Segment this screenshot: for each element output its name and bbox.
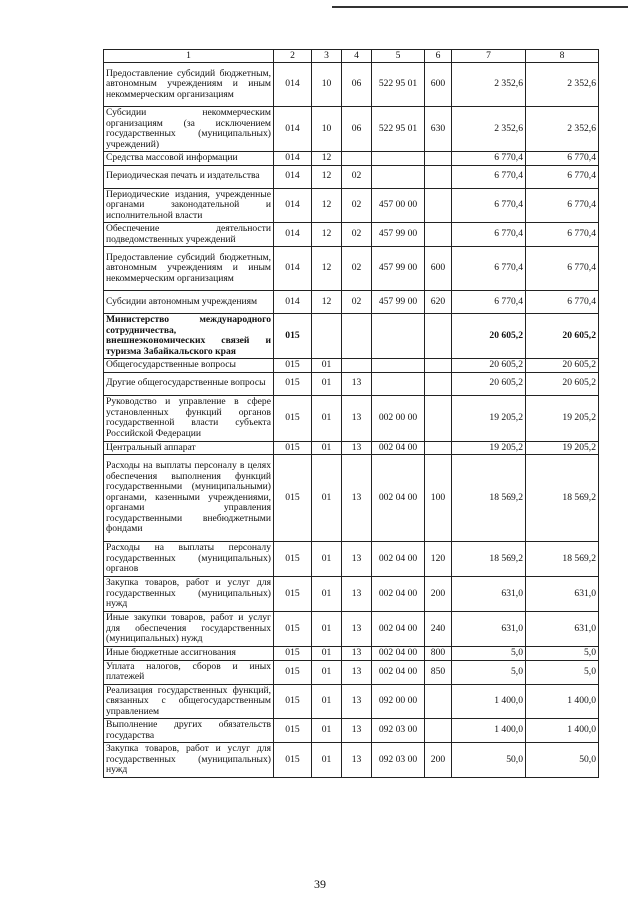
- row-c4-cell: [342, 314, 372, 359]
- row-c4-cell: 13: [342, 660, 372, 684]
- column-header: 4: [342, 50, 372, 63]
- row-c6-cell: [425, 152, 452, 166]
- budget-table: [103, 49, 599, 778]
- row-c2-cell: 015: [274, 372, 312, 395]
- table-row: [104, 612, 599, 647]
- row-c8-cell: 18 569,2: [526, 542, 599, 577]
- row-c6-cell: 100: [425, 455, 452, 542]
- row-c4-cell: [342, 152, 372, 166]
- row-c2-cell: 014: [274, 152, 312, 166]
- row-c4-cell: 13: [342, 743, 372, 778]
- column-header: 5: [372, 50, 425, 63]
- row-c8-cell: 6 770,4: [526, 247, 599, 291]
- table-row: [104, 247, 599, 291]
- table-row: [104, 107, 599, 152]
- row-c2-cell: 015: [274, 612, 312, 647]
- table-row: [104, 719, 599, 743]
- table-row: [104, 63, 599, 107]
- column-header: 6: [425, 50, 452, 63]
- row-c6-cell: 200: [425, 577, 452, 612]
- table-row: [104, 223, 599, 247]
- row-c8-cell: 18 569,2: [526, 455, 599, 542]
- row-c5-cell: [372, 372, 425, 395]
- row-c7-cell: 19 205,2: [452, 441, 526, 455]
- header-rule: [332, 6, 628, 8]
- table-row: [104, 542, 599, 577]
- table-row: [104, 359, 599, 373]
- row-name-cell: Предоставление субсидий бюджетным, автономным учреждениям и иным некоммерческим организациям: [104, 247, 274, 291]
- row-c5-cell: 457 99 00: [372, 223, 425, 247]
- table-row: [104, 395, 599, 441]
- row-c6-cell: 600: [425, 247, 452, 291]
- row-c2-cell: 015: [274, 441, 312, 455]
- row-c5-cell: [372, 152, 425, 166]
- row-c5-cell: 092 03 00: [372, 743, 425, 778]
- row-c3-cell: 01: [312, 455, 342, 542]
- row-c4-cell: 13: [342, 684, 372, 719]
- row-name-cell: Обеспечение деятельности подведомственных учреждений: [104, 223, 274, 247]
- row-c3-cell: 01: [312, 359, 342, 373]
- row-name-cell: Министерство международного сотрудничества, внешнеэкономических связей и туризма Забайкальского края: [104, 314, 274, 359]
- column-header: 8: [526, 50, 599, 63]
- row-c8-cell: 2 352,6: [526, 107, 599, 152]
- row-c4-cell: 13: [342, 647, 372, 661]
- row-c7-cell: 5,0: [452, 660, 526, 684]
- row-c5-cell: 092 03 00: [372, 719, 425, 743]
- row-c5-cell: 002 04 00: [372, 660, 425, 684]
- table-row: [104, 455, 599, 542]
- row-c4-cell: 02: [342, 165, 372, 188]
- row-c6-cell: [425, 359, 452, 373]
- row-c2-cell: 014: [274, 291, 312, 314]
- column-header: 1: [104, 50, 274, 63]
- row-name-cell: Иные бюджетные ассигнования: [104, 647, 274, 661]
- row-c8-cell: 19 205,2: [526, 395, 599, 441]
- row-c6-cell: 620: [425, 291, 452, 314]
- row-c4-cell: 13: [342, 542, 372, 577]
- row-c3-cell: 01: [312, 372, 342, 395]
- row-name-cell: Субсидии автономным учреждениям: [104, 291, 274, 314]
- row-c8-cell: 6 770,4: [526, 223, 599, 247]
- row-c7-cell: 6 770,4: [452, 188, 526, 223]
- row-c4-cell: 02: [342, 291, 372, 314]
- table-row: [104, 577, 599, 612]
- row-c3-cell: 12: [312, 247, 342, 291]
- row-name-cell: Выполнение других обязательств государства: [104, 719, 274, 743]
- row-c4-cell: 13: [342, 395, 372, 441]
- row-c8-cell: 631,0: [526, 577, 599, 612]
- row-c7-cell: 2 352,6: [452, 63, 526, 107]
- row-c8-cell: 6 770,4: [526, 165, 599, 188]
- row-c2-cell: 015: [274, 684, 312, 719]
- table-row: [104, 647, 599, 661]
- row-c5-cell: 522 95 01: [372, 63, 425, 107]
- row-c7-cell: 1 400,0: [452, 719, 526, 743]
- row-name-cell: Иные закупки товаров, работ и услуг для обеспечения государственных (муниципальных) нужд: [104, 612, 274, 647]
- row-c7-cell: 6 770,4: [452, 165, 526, 188]
- row-c8-cell: 50,0: [526, 743, 599, 778]
- row-c7-cell: 631,0: [452, 612, 526, 647]
- column-header: 7: [452, 50, 526, 63]
- table-row: [104, 372, 599, 395]
- row-c7-cell: 5,0: [452, 647, 526, 661]
- row-c7-cell: 1 400,0: [452, 684, 526, 719]
- row-c3-cell: 01: [312, 684, 342, 719]
- row-c3-cell: 01: [312, 577, 342, 612]
- row-c4-cell: 13: [342, 441, 372, 455]
- row-name-cell: Расходы на выплаты персоналу в целях обеспечения выполнения функций государственными (муниципальными) органами, казенными учреждениями, органами управления государственными внебюджетными фондами: [104, 455, 274, 542]
- row-c8-cell: 6 770,4: [526, 188, 599, 223]
- row-c5-cell: 002 00 00: [372, 395, 425, 441]
- row-c3-cell: 10: [312, 107, 342, 152]
- row-c3-cell: 01: [312, 395, 342, 441]
- row-c8-cell: 20 605,2: [526, 359, 599, 373]
- row-name-cell: Общегосударственные вопросы: [104, 359, 274, 373]
- row-c2-cell: 015: [274, 359, 312, 373]
- row-c5-cell: 457 99 00: [372, 291, 425, 314]
- row-c3-cell: [312, 314, 342, 359]
- row-c2-cell: 014: [274, 223, 312, 247]
- row-c4-cell: 06: [342, 63, 372, 107]
- column-header: 3: [312, 50, 342, 63]
- row-c6-cell: 630: [425, 107, 452, 152]
- table-row: [104, 165, 599, 188]
- row-name-cell: Периодические издания, учрежденные органами законодательной и исполнительной власти: [104, 188, 274, 223]
- row-c3-cell: 01: [312, 660, 342, 684]
- row-c5-cell: 002 04 00: [372, 577, 425, 612]
- row-c2-cell: 014: [274, 188, 312, 223]
- row-c7-cell: 50,0: [452, 743, 526, 778]
- page-number: 39: [314, 877, 326, 891]
- row-name-cell: Закупка товаров, работ и услуг для государственных (муниципальных) нужд: [104, 743, 274, 778]
- row-c6-cell: 120: [425, 542, 452, 577]
- row-c6-cell: 200: [425, 743, 452, 778]
- row-c4-cell: 06: [342, 107, 372, 152]
- row-c6-cell: [425, 395, 452, 441]
- row-c3-cell: 01: [312, 743, 342, 778]
- row-c8-cell: 6 770,4: [526, 291, 599, 314]
- row-c7-cell: 631,0: [452, 577, 526, 612]
- row-name-cell: Руководство и управление в сфере установленных функций органов государственной власти субъекта Российской Федерации: [104, 395, 274, 441]
- row-name-cell: Реализация государственных функций, связанных с общегосударственным управлением: [104, 684, 274, 719]
- row-c8-cell: 20 605,2: [526, 314, 599, 359]
- row-c3-cell: 12: [312, 291, 342, 314]
- row-c4-cell: 13: [342, 612, 372, 647]
- row-c4-cell: 13: [342, 455, 372, 542]
- table-row: [104, 660, 599, 684]
- row-c5-cell: 457 00 00: [372, 188, 425, 223]
- row-c2-cell: 015: [274, 542, 312, 577]
- row-c8-cell: 5,0: [526, 660, 599, 684]
- row-c7-cell: 6 770,4: [452, 247, 526, 291]
- row-name-cell: Периодическая печать и издательства: [104, 165, 274, 188]
- row-c2-cell: 014: [274, 165, 312, 188]
- row-c6-cell: [425, 372, 452, 395]
- row-c3-cell: 01: [312, 719, 342, 743]
- row-c8-cell: 631,0: [526, 612, 599, 647]
- row-c5-cell: 002 04 00: [372, 455, 425, 542]
- row-c8-cell: 1 400,0: [526, 684, 599, 719]
- row-c6-cell: [425, 314, 452, 359]
- table-row: [104, 188, 599, 223]
- row-c5-cell: 522 95 01: [372, 107, 425, 152]
- row-c3-cell: 12: [312, 188, 342, 223]
- row-c6-cell: 240: [425, 612, 452, 647]
- row-name-cell: Предоставление субсидий бюджетным, автономным учреждениям и иным некоммерческим организациям: [104, 63, 274, 107]
- row-c6-cell: [425, 441, 452, 455]
- row-name-cell: Закупка товаров, работ и услуг для государственных (муниципальных) нужд: [104, 577, 274, 612]
- row-c7-cell: 20 605,2: [452, 372, 526, 395]
- row-c4-cell: 13: [342, 719, 372, 743]
- row-c3-cell: 12: [312, 152, 342, 166]
- row-c6-cell: 850: [425, 660, 452, 684]
- row-c6-cell: [425, 719, 452, 743]
- row-c3-cell: 01: [312, 542, 342, 577]
- table-header-row: [104, 50, 599, 63]
- row-c7-cell: 6 770,4: [452, 152, 526, 166]
- row-c4-cell: 02: [342, 247, 372, 291]
- row-c2-cell: 015: [274, 660, 312, 684]
- row-c3-cell: 12: [312, 165, 342, 188]
- row-name-cell: Центральный аппарат: [104, 441, 274, 455]
- row-c8-cell: 6 770,4: [526, 152, 599, 166]
- row-c7-cell: 6 770,4: [452, 223, 526, 247]
- row-c7-cell: 18 569,2: [452, 455, 526, 542]
- row-c2-cell: 015: [274, 719, 312, 743]
- row-c5-cell: [372, 359, 425, 373]
- row-c7-cell: 2 352,6: [452, 107, 526, 152]
- row-c2-cell: 015: [274, 743, 312, 778]
- row-name-cell: Средства массовой информации: [104, 152, 274, 166]
- row-c7-cell: 20 605,2: [452, 314, 526, 359]
- row-c4-cell: 02: [342, 223, 372, 247]
- row-c3-cell: 01: [312, 647, 342, 661]
- row-c8-cell: 20 605,2: [526, 372, 599, 395]
- row-c6-cell: [425, 684, 452, 719]
- row-c6-cell: [425, 223, 452, 247]
- row-c2-cell: 015: [274, 455, 312, 542]
- row-c6-cell: 800: [425, 647, 452, 661]
- table-row: [104, 291, 599, 314]
- row-c7-cell: 6 770,4: [452, 291, 526, 314]
- row-c3-cell: 01: [312, 441, 342, 455]
- row-c4-cell: 13: [342, 372, 372, 395]
- row-c5-cell: 002 04 00: [372, 647, 425, 661]
- row-c2-cell: 014: [274, 107, 312, 152]
- table-row: [104, 314, 599, 359]
- row-c7-cell: 19 205,2: [452, 395, 526, 441]
- row-name-cell: Субсидии некоммерческим организациям (за исключением государственных (муниципальных) учреждений): [104, 107, 274, 152]
- row-name-cell: Уплата налогов, сборов и иных платежей: [104, 660, 274, 684]
- row-c5-cell: 092 00 00: [372, 684, 425, 719]
- table-row: [104, 684, 599, 719]
- row-c8-cell: 5,0: [526, 647, 599, 661]
- row-c2-cell: 015: [274, 314, 312, 359]
- row-c8-cell: 1 400,0: [526, 719, 599, 743]
- row-c2-cell: 014: [274, 247, 312, 291]
- row-c6-cell: 600: [425, 63, 452, 107]
- row-c3-cell: 10: [312, 63, 342, 107]
- row-c6-cell: [425, 165, 452, 188]
- row-c5-cell: 002 04 00: [372, 441, 425, 455]
- row-c5-cell: [372, 314, 425, 359]
- row-c4-cell: 02: [342, 188, 372, 223]
- row-c5-cell: [372, 165, 425, 188]
- row-name-cell: Расходы на выплаты персоналу государственных (муниципальных) органов: [104, 542, 274, 577]
- row-c2-cell: 014: [274, 63, 312, 107]
- row-c3-cell: 12: [312, 223, 342, 247]
- row-c3-cell: 01: [312, 612, 342, 647]
- row-c5-cell: 002 04 00: [372, 542, 425, 577]
- row-c4-cell: 13: [342, 577, 372, 612]
- row-c7-cell: 20 605,2: [452, 359, 526, 373]
- row-c8-cell: 19 205,2: [526, 441, 599, 455]
- row-c8-cell: 2 352,6: [526, 63, 599, 107]
- table-row: [104, 441, 599, 455]
- row-c2-cell: 015: [274, 395, 312, 441]
- table-row: [104, 152, 599, 166]
- row-name-cell: Другие общегосударственные вопросы: [104, 372, 274, 395]
- row-c6-cell: [425, 188, 452, 223]
- row-c2-cell: 015: [274, 647, 312, 661]
- row-c5-cell: 002 04 00: [372, 612, 425, 647]
- row-c5-cell: 457 99 00: [372, 247, 425, 291]
- row-c2-cell: 015: [274, 577, 312, 612]
- column-header: 2: [274, 50, 312, 63]
- row-c7-cell: 18 569,2: [452, 542, 526, 577]
- row-c4-cell: [342, 359, 372, 373]
- table-row: [104, 743, 599, 778]
